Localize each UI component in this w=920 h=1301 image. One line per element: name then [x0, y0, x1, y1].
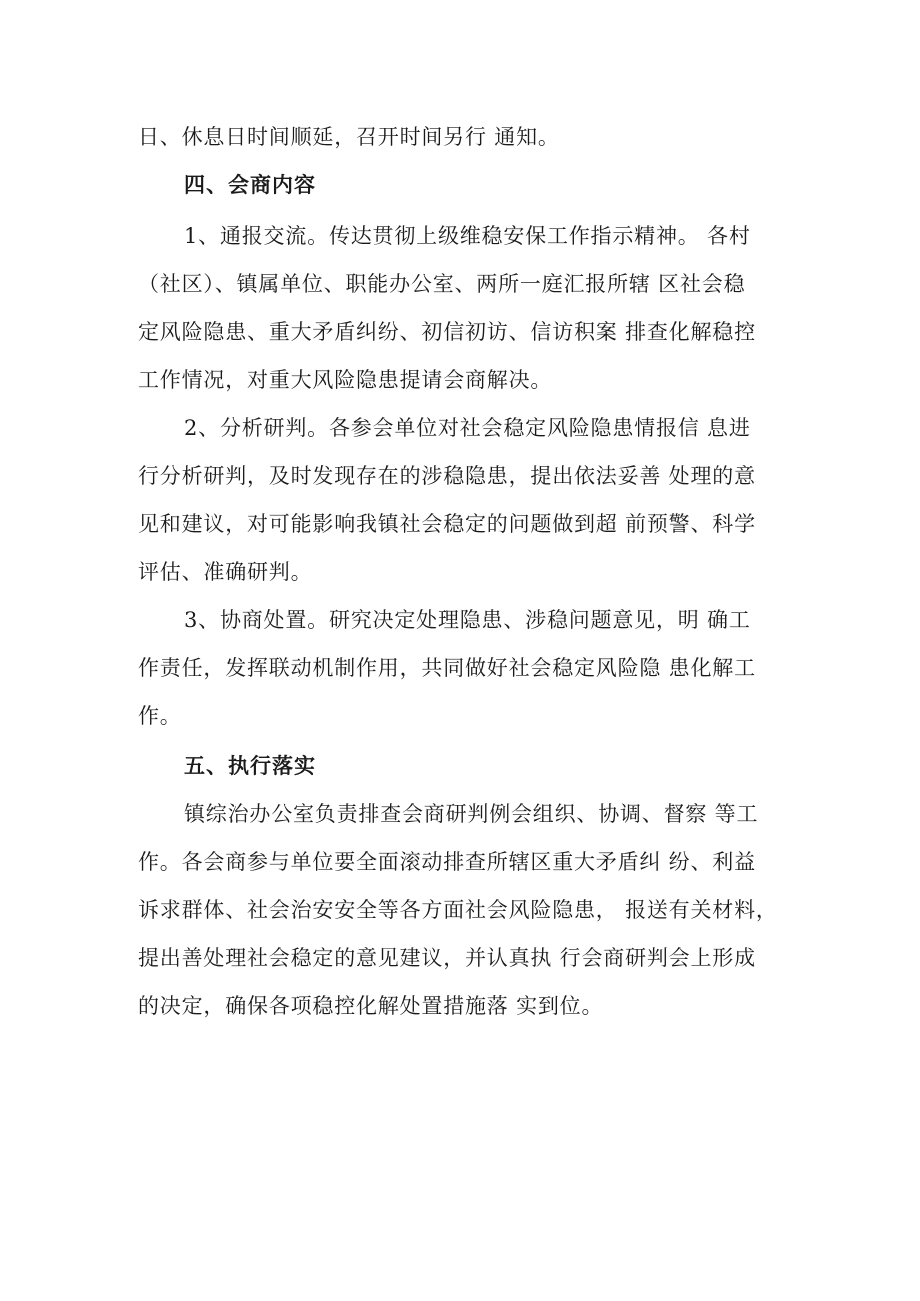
paragraph-line: 3、协商处置。研究决定处理隐患、涉稳问题意见，明 确工: [184, 608, 751, 632]
paragraph-line: 作。各会商参与单位要全面滚动排查所辖区重大矛盾纠 纷、利益: [138, 850, 756, 874]
paragraph-line: 日、休息日时间顺延，召开时间另行 通知。: [138, 125, 560, 149]
paragraph-line: （社区）、镇属单位、职能办公室、两所一庭汇报所辖 区社会稳: [138, 272, 746, 296]
section-heading-5: 五、执行落实: [184, 754, 316, 778]
paragraph-line: 提出善处理社会稳定的意见建议，并认真执 行会商研判会上形成: [138, 946, 756, 970]
paragraph-line: 见和建议，对可能影响我镇社会稳定的问题做到超 前预警、科学: [138, 512, 756, 536]
paragraph-line: 作。: [138, 704, 182, 728]
paragraph-line: 1、通报交流。传达贯彻上级维稳安保工作指示精神。 各村: [184, 224, 751, 248]
paragraph-line: 定风险隐患、重大矛盾纠纷、初信初访、信访积案 排查化解稳控: [138, 320, 756, 344]
paragraph-line: 的决定，确保各项稳控化解处置措施落 实到位。: [138, 994, 604, 1018]
paragraph-line: 镇综治办公室负责排查会商研判例会组织、协调、督察 等工: [184, 802, 759, 826]
paragraph-line: 2、分析研判。各参会单位对社会稳定风险隐患情报信 息进: [184, 416, 751, 440]
paragraph-line: 行分析研判，及时发现存在的涉稳隐患，提出依法妥善 处理的意: [138, 464, 756, 488]
paragraph-line: 评估、准确研判。: [138, 560, 313, 584]
paragraph-line: 诉求群体、社会治安安全等各方面社会风险隐患， 报送有关材料，: [138, 898, 778, 922]
section-heading-4: 四、会商内容: [184, 173, 316, 197]
paragraph-line: 作责任，发挥联动机制作用，共同做好社会稳定风险隐 患化解工: [138, 656, 756, 680]
paragraph-line: 工作情况，对重大风险隐患提请会商解决。: [138, 368, 553, 392]
